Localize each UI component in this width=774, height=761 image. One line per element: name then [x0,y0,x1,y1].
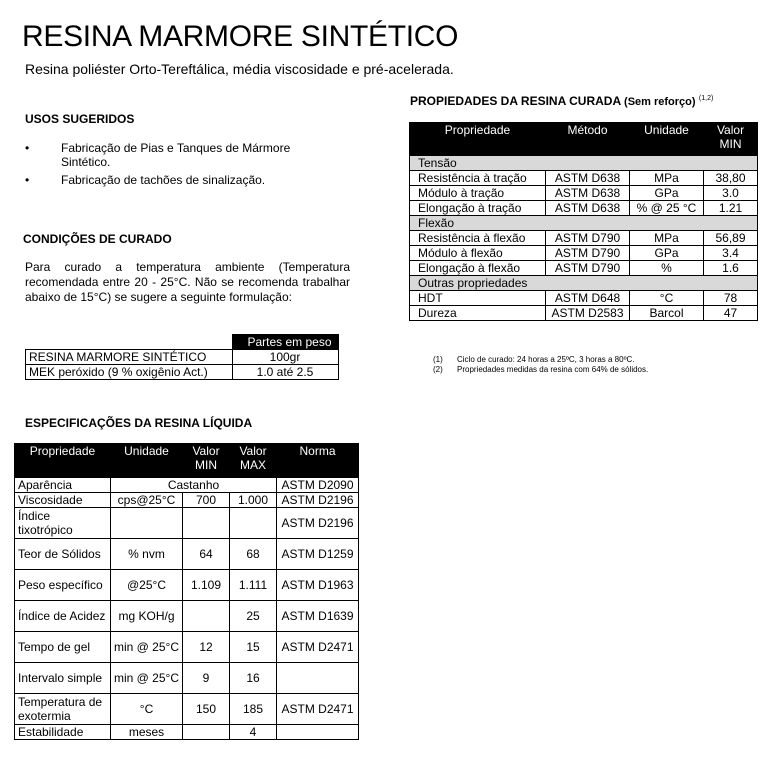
table-cell: GPa [630,246,704,261]
table-cell: 3.4 [704,246,758,261]
formulation-table-wrap [25,334,339,380]
table-cell [277,663,359,694]
table-cell: Intervalo simple [15,663,111,694]
table-row [15,570,359,601]
table-cell: cps@25°C [111,493,183,508]
table-row [15,663,359,694]
table-cell: Resistência à tração [410,171,546,186]
table-cell: ASTM D790 [546,261,630,276]
table-cell: Índice tixotrópico [15,508,111,539]
table-row [15,478,359,493]
table-cell: ASTM D2196 [277,508,359,539]
col-header: Método [546,123,630,156]
section-label: Outras propriedades [410,276,758,291]
table-row [410,171,758,186]
col-header: Propriedade [410,123,546,156]
table-cell: Castanho [111,478,277,493]
table-cell: Índice de Acidez [15,601,111,632]
table-cell: 1.109 [183,570,230,601]
table-cell: % [630,261,704,276]
table-row [410,231,758,246]
col-header-valor-min: Valor MIN [704,123,758,156]
spec-heading: ESPECIFICAÇÕES DA RESINA LÍQUIDA [25,416,253,430]
table-cell [230,508,277,539]
table-cell: ASTM D648 [546,291,630,306]
table-cell: ASTM D2471 [277,632,359,663]
table-cell: % @ 25 °C [630,201,704,216]
table-cell: ASTM D790 [546,231,630,246]
table-row [15,725,359,740]
section-row [410,156,758,171]
table-cell: ASTM D1963 [277,570,359,601]
table-cell [183,725,230,740]
curado-text: Para curado a temperatura ambiente (Temperatura recomendada entre 20 - 25°C. Não se recomenda trabalhar abaixo de 15°C) se sugere a seguinte formulação: [25,260,350,304]
table-cell: ASTM D2471 [277,694,359,725]
table-cell: 1.111 [230,570,277,601]
table-row [15,493,359,508]
table-cell: ASTM D638 [546,201,630,216]
table-cell: 64 [183,539,230,570]
table-cell: Barcol [630,306,704,321]
table-row [15,601,359,632]
curado-heading: CONDIÇÕES DE CURADO [23,232,172,246]
table-cell: Peso específico [15,570,111,601]
table-cell [183,601,230,632]
cure-table-wrap [409,122,758,321]
table-cell: MEK peróxido (9 % oxigênio Act.) [26,365,233,380]
section-label: Flexão [410,216,758,231]
table-cell: 1.6 [704,261,758,276]
table-row [410,246,758,261]
table-cell: Temperatura de exotermia [15,694,111,725]
table-cell: 16 [230,663,277,694]
table-row [410,291,758,306]
cure-properties-table [409,122,758,321]
table-cell: 1.21 [704,201,758,216]
table-cell: ASTM D2583 [546,306,630,321]
table-cell: % nvm [111,539,183,570]
table-row [15,632,359,663]
spec-table [14,443,359,740]
section-row [410,216,758,231]
table-cell: 15 [230,632,277,663]
usos-heading: USOS SUGERIDOS [25,112,135,126]
footnote: (1) Ciclo de curado: 24 horas a 25ºC, 3 horas a 80ºC. [433,355,635,364]
table-cell: 38,80 [704,171,758,186]
table-cell: Dureza [410,306,546,321]
col-header: Unidade [111,444,183,478]
table-row [410,261,758,276]
table-cell: @25°C [111,570,183,601]
table-cell: 700 [183,493,230,508]
table-cell: °C [630,291,704,306]
table-cell: Resistência à flexão [410,231,546,246]
table-cell: 47 [704,306,758,321]
table-row [410,306,758,321]
table-row [15,508,359,539]
table-cell: ASTM D790 [546,246,630,261]
table-cell: Elongação à flexão [410,261,546,276]
table-cell: Módulo à flexão [410,246,546,261]
table-cell: mg KOH/g [111,601,183,632]
table-cell: 56,89 [704,231,758,246]
table-row [15,539,359,570]
table-cell [111,508,183,539]
table-cell: 78 [704,291,758,306]
table-row [26,350,339,365]
table-cell: 1.0 até 2.5 [232,365,338,380]
col-header-valor-max: Valor MAX [230,444,277,478]
footnote: (2) Propriedades medidas da resina com 64% de sólidos. [433,365,649,374]
table-cell: 150 [183,694,230,725]
table-cell: MPa [630,171,704,186]
table-cell: 9 [183,663,230,694]
col-header: Propriedade [15,444,111,478]
table-header-row [410,123,758,156]
table-cell: Elongação à tração [410,201,546,216]
col-header: Unidade [630,123,704,156]
table-cell: GPa [630,186,704,201]
list-item: • Fabricação de Pias e Tanques de Mármore Sintético. [25,141,325,169]
page-subtitle: Resina poliéster Orto-Tereftálica, média viscosidade e pré-acelerada. [25,61,454,77]
footnotes [433,355,648,375]
spec-table-wrap [14,443,359,740]
table-header-row [15,444,359,478]
table-cell [183,508,230,539]
table-cell: 12 [183,632,230,663]
table-cell: min @ 25°C [111,663,183,694]
table-cell: Estabilidade [15,725,111,740]
section-label: Tensão [410,156,758,171]
table-cell: Viscosidade [15,493,111,508]
table-cell: 1.000 [230,493,277,508]
table-cell: Tempo de gel [15,632,111,663]
table-cell: 25 [230,601,277,632]
table-row [26,365,339,380]
table-cell: meses [111,725,183,740]
table-cell: RESINA MARMORE SINTÉTICO [26,350,233,365]
table-cell: ASTM D638 [546,186,630,201]
list-item: • Fabricação de tachões de sinalização. [25,173,325,187]
table-cell: Aparência [15,478,111,493]
table-cell: 185 [230,694,277,725]
formulation-header: Partes em peso [232,335,338,350]
table-cell: 3.0 [704,186,758,201]
section-row [410,276,758,291]
table-cell: ASTM D1259 [277,539,359,570]
table-cell: °C [111,694,183,725]
table-cell: 100gr [232,350,338,365]
table-cell: HDT [410,291,546,306]
formulation-table [25,334,339,380]
col-header: Norma [277,444,359,478]
table-cell: MPa [630,231,704,246]
table-cell: ASTM D638 [546,171,630,186]
table-row [410,186,758,201]
curada-heading: PROPIEDADES DA RESINA CURADA (Sem reforço) $^{(1,2)}$ [410,94,714,108]
table-cell: min @ 25°C [111,632,183,663]
col-header-valor-min: Valor MIN [183,444,230,478]
table-cell: Teor de Sólidos [15,539,111,570]
table-cell: ASTM D2090 [277,478,359,493]
page-title: RESINA MARMORE SINTÉTICO [22,20,459,53]
table-cell: ASTM D1639 [277,601,359,632]
table-row [15,694,359,725]
table-cell: Módulo à tração [410,186,546,201]
table-cell: 4 [230,725,277,740]
table-cell: 68 [230,539,277,570]
table-row [410,201,758,216]
usos-list [25,141,325,191]
table-cell: ASTM D2196 [277,493,359,508]
table-cell [277,725,359,740]
